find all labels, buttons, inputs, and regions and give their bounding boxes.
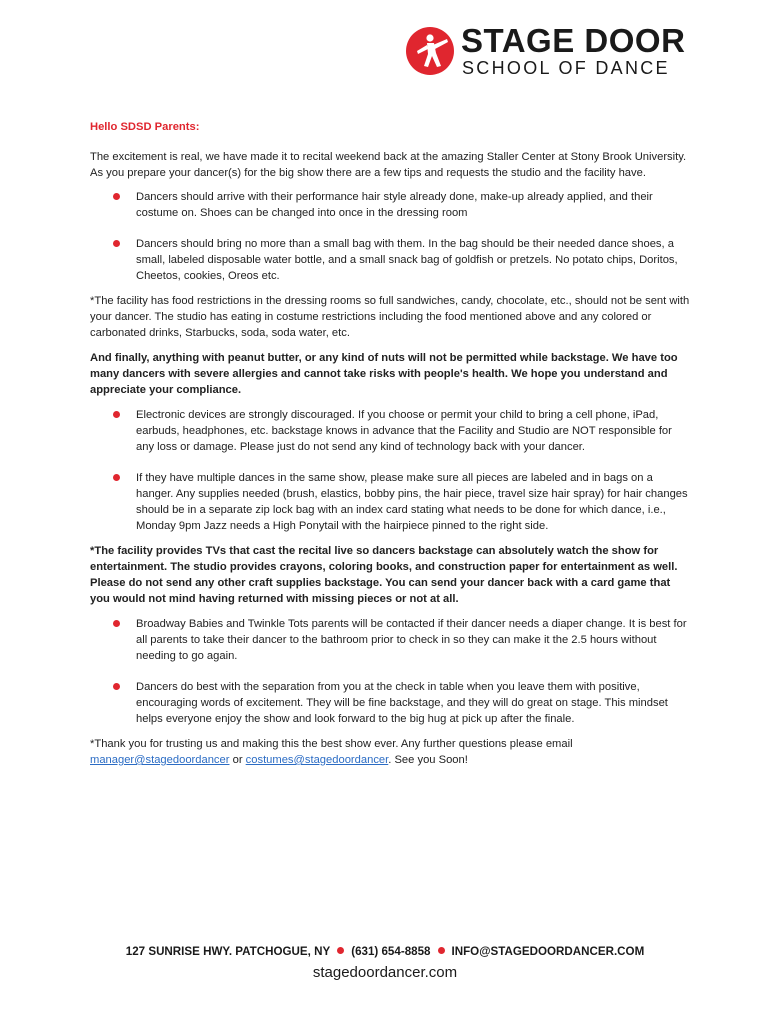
brand-logo [405,24,685,80]
arrival-tips-list [90,189,690,284]
closing-text: *Thank you for trusting us and making this the best show ever. Any further questions please email [90,738,573,750]
list-item-text: Dancers should arrive with their performance hair style already done, make-up already applied, and their costume on. Shoes can be changed into once in the dressing room [136,191,653,219]
intro-paragraph: The excitement is real, we have made it to recital weekend back at the amazing Staller Center at Stony Brook University. As you prepare your dancer(s) for the big show there are a few tips and requests the studio and the facility have. [90,151,687,179]
list-item [90,616,690,664]
list-item-text: If they have multiple dances in the same show, please make sure all pieces are labeled and in bags on a hanger. Any supplies needed (brush, elastics, bobby pins, the hair piece, travel size hair spray) for hair changes should be in a separate zip lock bag with an index card stating what needs to be done for which dance, i.e., Monday 9pm Jazz needs a High Ponytail with the hairpiece pinned to the right side. [136,472,688,532]
list-item-text: Dancers do best with the separation from you at the check in table when you leave them with positive, encouraging words of excitement. They will be fine backstage, and they will do great on stage. This mindset helps everyone enjoy the show and look forward to the big hug at pick up after the finale. [136,681,668,725]
list-item [90,407,690,455]
manager-email-link[interactable]: manager@stagedoordancer [90,754,230,766]
list-item [90,679,690,727]
closing-or-text: or [229,754,246,766]
bullet-dot [113,683,120,690]
bullet-dot [113,240,120,247]
greeting: Hello SDSD Parents: [90,121,200,133]
closing-signoff: . See you Soon! [388,754,468,766]
footer-contact [0,945,770,958]
list-item-text: Broadway Babies and Twinkle Tots parents will be contacted if their dancer needs a diaper change. It is best for all parents to take their dancer to the bathroom prior to check in so they can make it the 2.5 hours without needing to go again. [136,618,687,662]
footer-address: 127 SUNRISE HWY. PATCHOGUE, NY [125,945,331,958]
costumes-email-link[interactable]: costumes@stagedoordancer [245,754,389,766]
footer-separator-dot [337,947,344,954]
list-item [90,470,690,534]
backstage-tips-list [90,407,690,534]
brand-title: STAGE DOOR [461,22,686,59]
list-item-text: Dancers should bring no more than a small bag with them. In the bag should be their needed dance shoes, a small, labeled disposable water bottle, and a small snack bag of goldfish or pretzels. No potato chips, Doritos, Cheetos, cookies, Oreos etc. [136,238,678,282]
bullet-dot [113,411,120,418]
list-item [90,189,690,221]
closing-paragraph [90,736,690,768]
list-item-text: Electronic devices are strongly discouraged. If you choose or permit your child to bring a cell phone, iPad, earbuds, headphones, etc. backstage knows in advance that the Facility and Studio are NOT responsible for any loss or damage. Please just do not send any kind of technology back with your dancer. [136,409,672,453]
bullet-dot [113,193,120,200]
bullet-dot [113,474,120,481]
nut-allergy-note: And finally, anything with peanut butter, or any kind of nuts will not be permitted while backstage. We have too many dancers with severe allergies and cannot take risks with people's health. We hope you understand and appreciate your compliance. [90,352,678,396]
parent-tips-list [90,616,690,727]
footer-website: stagedoordancer.com [312,964,458,981]
letter-body [90,119,690,777]
dancer-silhouette-icon [405,26,455,76]
food-restrictions-note: *The facility has food restrictions in the dressing rooms so full sandwiches, candy, chocolate, etc., should not be sent with your dancer. The studio has eating in costume restrictions including the food mentioned above and any colored or carbonated drinks, Starbucks, soda, soda water, etc. [90,295,690,339]
bullet-dot [113,620,120,627]
footer-separator-dot [438,947,445,954]
brand-subtitle: SCHOOL OF DANCE [462,58,670,78]
footer-email: INFO@STAGEDOORDANCER.COM [451,945,645,958]
list-item [90,236,690,284]
tv-entertainment-note: *The facility provides TVs that cast the recital live so dancers backstage can absolutely watch the show for entertainment. The studio provides crayons, coloring books, and construction paper for entertainment as well. Please do not send any other craft supplies backstage. You can send your dancer back with a card game that you would not mind having returned with missing pieces or not at all. [90,545,678,605]
footer-phone: (631) 654-8858 [351,945,431,958]
